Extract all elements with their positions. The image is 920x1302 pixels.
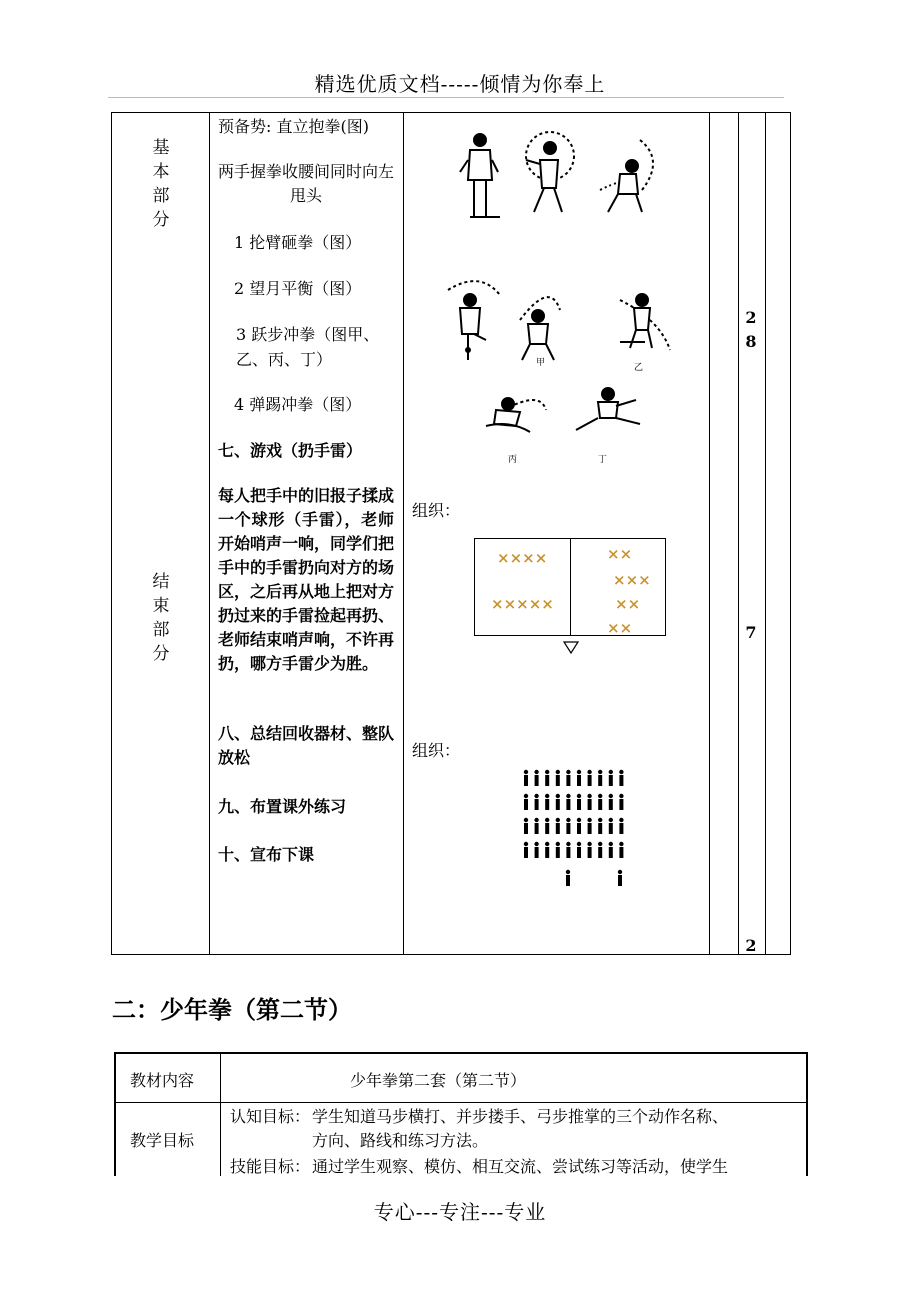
figure-arm-swing: [526, 132, 574, 212]
person-icon: [609, 818, 613, 834]
figure-kick-b: [576, 388, 640, 430]
row-label-objectives: 教学目标: [130, 1131, 195, 1150]
row-divider: [116, 1102, 806, 1103]
person-icon: [598, 770, 602, 786]
person-icon: [598, 842, 602, 858]
person-icon: [566, 870, 570, 886]
person-icon: [598, 794, 602, 810]
game-description: 每人把手中的旧报子揉成一个球形（手雷），老师开始哨声一响，同学们把手中的手雷扔向对方的场区，之后再从地上把对方扔过来的手雷捡起再扔、老师结束哨声响，不许再扔，哪方手雷少为胜。: [218, 486, 395, 673]
game-field-diagram: [474, 538, 666, 636]
person-icon: [619, 818, 623, 834]
person-icon: [524, 842, 528, 858]
figure-jump-punch: [448, 281, 500, 360]
time-game: 7: [745, 623, 757, 642]
step-2: 2 望月平衡（图）: [234, 279, 362, 298]
item-9: 九、布置课外练习: [218, 797, 347, 816]
prep-stance: 预备势: 直立抱拳(图): [218, 117, 369, 136]
section-2-title: 二：少年拳（第二节）: [112, 996, 352, 1024]
person-icon: [587, 842, 591, 858]
person-icon: [566, 794, 570, 810]
field-right-row-1: ××: [607, 545, 633, 563]
person-icon: [577, 818, 581, 834]
field-left-row-1: ××××: [497, 549, 548, 567]
fig-label-b: 乙: [634, 363, 644, 373]
person-icon: [566, 842, 570, 858]
step-0: 两手握拳收腰间同时向左甩头: [218, 162, 395, 205]
fig-label-d: 丁: [598, 455, 608, 465]
teaching-table: [114, 1052, 808, 1176]
person-icon: [545, 818, 549, 834]
person-icon: [587, 794, 591, 810]
field-left-row-2: ×××××: [491, 595, 554, 613]
person-icon: [556, 770, 560, 786]
step-1: 1 抡臂砸拳（图）: [234, 233, 362, 252]
person-icon: [619, 770, 623, 786]
person-icon: [534, 842, 538, 858]
person-icon: [619, 842, 623, 858]
teacher-marker-icon: [562, 640, 580, 656]
cognitive-label: 认知目标：: [230, 1107, 311, 1126]
skill-label: 技能目标：: [230, 1157, 311, 1176]
person-icon: [524, 794, 528, 810]
person-icon: [566, 818, 570, 834]
person-icon: [566, 770, 570, 786]
person-icon: [609, 842, 613, 858]
person-icon: [524, 818, 528, 834]
figure-leap: [620, 294, 670, 350]
field-right-row-4: ××: [607, 619, 633, 637]
col-divider: [765, 113, 766, 954]
fig-label-a: 甲: [536, 358, 546, 368]
col-divider: [220, 1054, 221, 1176]
figure-balance: [520, 297, 560, 360]
figure-crouch: [600, 140, 653, 212]
cognitive-text-2: 方向、路线和练习方法。: [312, 1131, 489, 1150]
section-label-end: 结 束 部 分: [152, 572, 170, 664]
person-icon: [609, 794, 613, 810]
person-icon: [545, 770, 549, 786]
col-divider: [738, 113, 739, 954]
person-icon: [609, 770, 613, 786]
col-divider: [403, 113, 404, 954]
person-icon: [545, 794, 549, 810]
game-title: 七、游戏（扔手雷）: [218, 441, 363, 460]
field-right-row-3: ××: [615, 595, 641, 613]
person-icon: [524, 770, 528, 786]
section-label-basic: 基 本 部 分: [152, 138, 170, 230]
item-8: 八、总结回收器材、整队放松: [218, 724, 395, 767]
figure-standing: [460, 134, 500, 217]
person-icon: [534, 818, 538, 834]
person-icon: [534, 794, 538, 810]
person-icon: [577, 842, 581, 858]
time-end: 2: [745, 936, 757, 955]
person-icon: [618, 870, 622, 886]
row-label-content: 教材内容: [130, 1071, 195, 1090]
time-basic: 2 8: [745, 308, 757, 351]
organization-label-2: 组织：: [412, 741, 461, 760]
page-footer: 专心---专注---专业: [373, 1200, 547, 1224]
fig-label-c: 丙: [508, 455, 518, 465]
person-icon: [545, 842, 549, 858]
item-10: 十、宣布下课: [218, 845, 315, 864]
step-4: 4 弹踢冲拳（图）: [234, 395, 362, 414]
organization-label-1: 组织：: [412, 501, 461, 520]
field-right-row-2: ×××: [613, 571, 651, 589]
skill-text: 通过学生观察、模仿、相互交流、尝试练习等活动，使学生: [312, 1157, 729, 1176]
col-divider: [209, 113, 210, 954]
person-icon: [619, 794, 623, 810]
person-icon: [556, 794, 560, 810]
formation-diagram: [522, 768, 634, 892]
person-icon: [556, 818, 560, 834]
col-divider: [709, 113, 710, 954]
person-icon: [587, 818, 591, 834]
person-icon: [556, 842, 560, 858]
cognitive-text-1: 学生知道马步横打、并步搂手、弓步推掌的三个动作名称、: [312, 1107, 729, 1126]
page-header: 精选优质文档-----倾情为你奉上: [314, 72, 606, 96]
row-value-content: 少年拳第二套（第二节）: [350, 1071, 527, 1090]
field-centerline: [570, 539, 571, 635]
person-icon: [534, 770, 538, 786]
person-icon: [577, 770, 581, 786]
person-icon: [598, 818, 602, 834]
martial-arts-figures: [430, 120, 690, 470]
person-icon: [587, 770, 591, 786]
figure-kick-a: [486, 398, 546, 432]
person-icon: [577, 794, 581, 810]
step-3: 3 跃步冲拳（图甲、乙、丙、丁）: [236, 325, 380, 369]
header-divider: [108, 97, 784, 98]
